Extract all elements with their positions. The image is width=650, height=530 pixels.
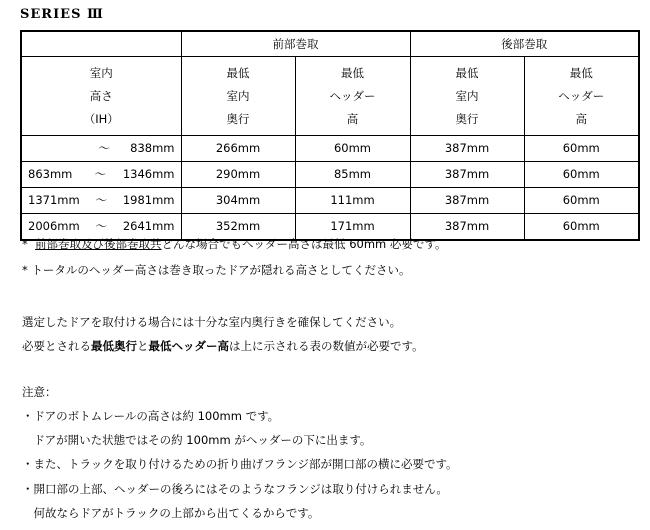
rear-depth-cell: 387mm xyxy=(410,162,524,188)
rear-header-height-header xyxy=(524,57,639,136)
table-sub-header-row xyxy=(21,57,639,136)
bold-text: 最低奥行 xyxy=(91,339,137,353)
footnote-2 xyxy=(22,262,411,278)
range-tilde: ～ xyxy=(95,193,107,207)
ih-to: 838mm xyxy=(130,141,175,155)
rear-depth-cell: 387mm xyxy=(410,136,524,162)
spec-table xyxy=(20,30,640,241)
ih-from xyxy=(28,137,78,160)
range-tilde: ～ xyxy=(95,219,107,233)
ih-label-line: （IH） xyxy=(83,111,119,126)
front-header-height-header xyxy=(295,57,410,136)
rear-winding-header: 後部巻取 xyxy=(410,31,639,57)
ih-from: 2006mm xyxy=(28,219,80,233)
caution-item: ・ドアのボトムレールの高さは約 100mm です。 xyxy=(22,409,280,423)
front-header-cell: 111mm xyxy=(295,188,410,214)
ih-range-cell xyxy=(21,136,181,162)
caution-item: 何故ならドアがトラックの上部から出てくるからです。 xyxy=(22,506,320,520)
footnote-1 xyxy=(22,236,447,252)
header-label-line: ヘッダー xyxy=(329,88,376,103)
corner-cell xyxy=(21,31,181,57)
header-label-line: 最低 xyxy=(341,65,364,80)
rear-depth-header xyxy=(410,57,524,136)
caution-item: ・また、トラックを取り付けるための折り曲げフランジ部が開口部の横に必要です。 xyxy=(22,457,458,471)
front-depth-header xyxy=(181,57,295,136)
ih-to: 2641mm xyxy=(122,219,175,233)
table-row xyxy=(21,162,639,188)
header-label-line: 最低 xyxy=(569,65,593,80)
table-row xyxy=(21,188,639,214)
body-text: と xyxy=(137,339,149,353)
range-tilde: ～ xyxy=(98,141,110,155)
ih-label-line: 高さ xyxy=(89,88,113,103)
header-label-line: 最低 xyxy=(455,65,479,80)
body-text: 選定したドアを取付ける場合には十分な室内奥行きを確保してください。 xyxy=(22,315,402,329)
rear-depth-cell: 387mm xyxy=(410,188,524,214)
rear-header-cell: 60mm xyxy=(524,214,639,241)
front-winding-header: 前部巻取 xyxy=(181,31,410,57)
ih-range-cell xyxy=(21,162,181,188)
header-label-line: 室内 xyxy=(455,88,479,103)
header-label-line: 奥行 xyxy=(226,111,250,126)
caution-item: ドアが開いた状態ではその約 100mm がヘッダーの下に出ます。 xyxy=(22,433,372,447)
front-header-cell: 60mm xyxy=(295,136,410,162)
header-label-line: 最低 xyxy=(226,65,250,80)
front-header-cell: 85mm xyxy=(295,162,410,188)
ih-to: 1981mm xyxy=(122,193,175,207)
ih-from: 863mm xyxy=(28,167,73,181)
caution-item: ・開口部の上部、ヘッダーの後ろにはそのようなフランジは取り付けられません。 xyxy=(22,482,448,496)
front-depth-cell: 304mm xyxy=(181,188,295,214)
ih-header xyxy=(21,57,181,136)
rear-header-cell: 60mm xyxy=(524,188,639,214)
caution-title: 注意： xyxy=(22,385,57,399)
header-label-line: ヘッダー xyxy=(558,88,605,103)
rear-header-cell: 60mm xyxy=(524,136,639,162)
footnote-star: * xyxy=(22,237,28,251)
header-label-line: 高 xyxy=(346,111,359,126)
footnote-underlined-text: 前部巻取及び後部巻取共 xyxy=(35,237,162,251)
ih-range-cell xyxy=(21,188,181,214)
body-line-1 xyxy=(22,314,401,330)
ih-to: 1346mm xyxy=(122,167,175,181)
front-depth-cell: 352mm xyxy=(181,214,295,241)
front-header-cell: 171mm xyxy=(295,214,410,241)
footnote-text: どんな場合でもヘッダー高さは最低 60mm 必要です。 xyxy=(161,237,447,251)
front-depth-cell: 266mm xyxy=(181,136,295,162)
body-line-2 xyxy=(22,338,424,354)
table-row xyxy=(21,136,639,162)
header-label-line: 奥行 xyxy=(455,111,479,126)
table-group-header-row xyxy=(21,31,639,57)
bold-text: 最低ヘッダー高 xyxy=(148,339,229,353)
rear-header-cell: 60mm xyxy=(524,162,639,188)
body-text: は上に示される表の数値が必要です。 xyxy=(229,339,424,353)
header-label-line: 室内 xyxy=(226,88,250,103)
footnote-text: * トータルのヘッダー高さは巻き取ったドアが隠れる高さとしてください。 xyxy=(22,263,411,277)
range-tilde: ～ xyxy=(94,167,107,181)
ih-from: 1371mm xyxy=(28,193,80,207)
header-label-line: 高 xyxy=(575,111,587,126)
rear-depth-cell: 387mm xyxy=(410,214,524,241)
ih-label-line: 室内 xyxy=(89,65,113,80)
body-text: 必要とされる xyxy=(22,339,91,353)
front-depth-cell: 290mm xyxy=(181,162,295,188)
series-title: SERIES Ⅲ xyxy=(20,7,104,22)
